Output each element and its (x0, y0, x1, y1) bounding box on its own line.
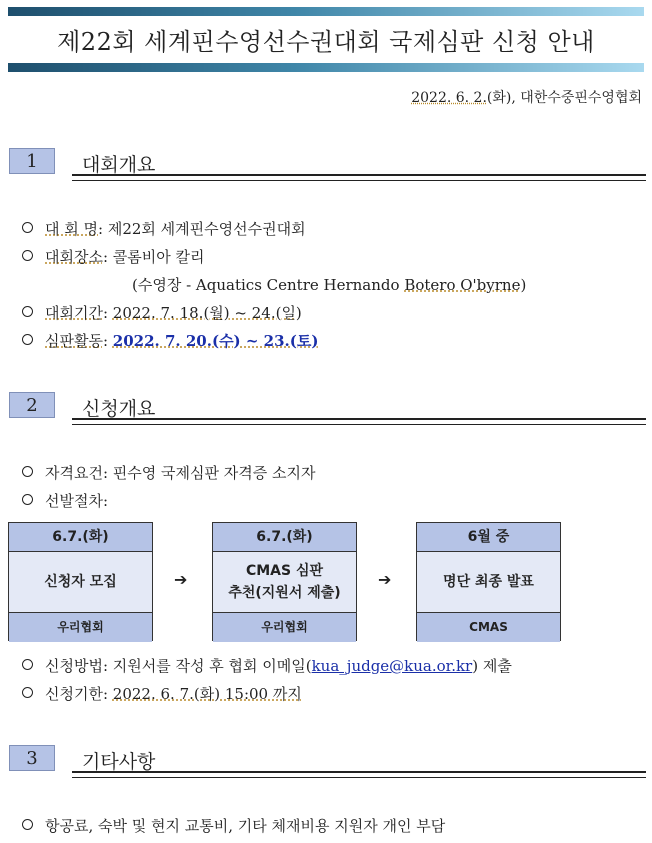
process-step-3-org: CMAS (417, 612, 560, 642)
circle-bullet-icon (22, 659, 33, 670)
process-step-2-body: CMAS 심판 추천(지원서 제출) (213, 552, 356, 612)
circle-bullet-icon (22, 819, 33, 830)
header-bottom-bar (8, 63, 644, 72)
process-step-2-date: 6.7.(화) (213, 523, 356, 552)
process-step-3-body: 명단 최종 발표 (417, 552, 560, 612)
overview-period: 대회기간: 2022. 7. 18.(월) ~ 24.(일) (22, 302, 302, 323)
page-title: 제22회 세계핀수영선수권대회 국제심판 신청 안내 (57, 28, 595, 56)
overview-name: 대 회 명: 제22회 세계핀수영선수권대회 (22, 218, 306, 239)
process-step-1-org: 우리협회 (9, 612, 152, 642)
section-3-title: 기타사항 (82, 751, 156, 773)
section-1-title: 대회개요 (82, 154, 156, 176)
circle-bullet-icon (22, 466, 33, 477)
process-step-2-org: 우리협회 (213, 612, 356, 642)
process-step-2 (212, 522, 357, 641)
overview-judging: 심판활동: 2022. 7. 20.(수) ~ 23.(토) (22, 330, 318, 351)
process-step-1-date: 6.7.(화) (9, 523, 152, 552)
circle-bullet-icon (22, 494, 33, 505)
section-1-rule (72, 174, 646, 181)
arrow-right-icon: ➔ (378, 570, 392, 589)
section-2-rule (72, 418, 646, 425)
circle-bullet-icon (22, 250, 33, 261)
section-1-number: 1 (9, 148, 55, 174)
application-qualification: 자격요건: 핀수영 국제심판 자격증 소지자 (22, 462, 315, 483)
issue-date: 2022. 6. 2.(화), 대한수중핀수영협회 (411, 90, 642, 106)
circle-bullet-icon (22, 306, 33, 317)
email-link[interactable]: kua_judge@kua.or.kr (311, 657, 473, 675)
process-step-3-date: 6월 중 (417, 523, 560, 552)
circle-bullet-icon (22, 222, 33, 233)
process-step-3 (416, 522, 561, 641)
section-2-number: 2 (9, 392, 55, 418)
section-3-number: 3 (9, 745, 55, 771)
overview-venue-detail: (수영장 - Aquatics Centre Hernando Botero O'byrne) (132, 276, 527, 294)
application-method: 신청방법: 지원서를 작성 후 협회 이메일(kua_judge@kua.or.kr) 제출 (22, 655, 512, 676)
section-3-rule (72, 771, 646, 778)
application-selection: 선발절차: (22, 490, 108, 511)
other-note: 항공료, 숙박 및 현지 교통비, 기타 체재비용 지원자 개인 부담 (22, 815, 445, 836)
header-top-bar (8, 7, 644, 16)
arrow-right-icon: ➔ (174, 570, 188, 589)
process-step-1 (8, 522, 153, 641)
process-step-1-body: 신청자 모집 (9, 552, 152, 612)
application-deadline: 신청기한: 2022. 6. 7.(화) 15:00 까지 (22, 683, 302, 704)
overview-venue: 대회장소: 콜롬비아 칼리 (22, 246, 205, 267)
circle-bullet-icon (22, 334, 33, 345)
section-2-title: 신청개요 (82, 398, 156, 420)
circle-bullet-icon (22, 687, 33, 698)
